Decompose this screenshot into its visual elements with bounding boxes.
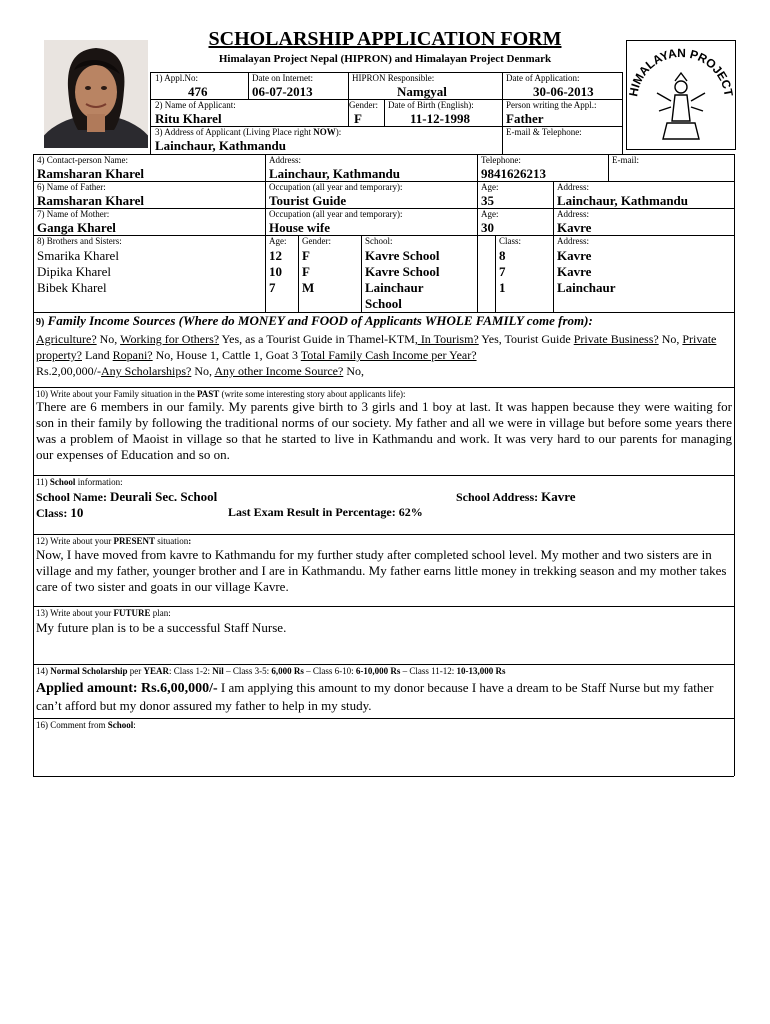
mother-name: Ganga Kharel — [37, 220, 116, 235]
address-label: 3) Address of Applicant (Living Place right NOW): — [155, 127, 342, 137]
income-section: 9) Family Income Sources (Where do MONEY and FOOD of Applicants WHOLE FAMILY come from): Agriculture? No, Working for Others? Yes, as a Tourist Guide in Thamel-KTM, In Tourism? Yes, Tourist Guide Private Business? No, Private property? Land Ropani? No, House 1, Cattle 1, Goat 3 Total Family Cash Income per Year? Rs.2,00,000/-Any Scholarships? No, Any other Income Source? No, — [36, 313, 717, 378]
date-app-value: 30-06-2013 — [533, 84, 594, 99]
sibling-address: Kavre — [557, 264, 592, 279]
sibling-age: 10 — [269, 264, 282, 279]
father-address-label: Address: — [557, 182, 589, 192]
sibling-name: Smarika Kharel — [37, 248, 119, 263]
sibling-school: Kavre School — [365, 264, 440, 279]
applicant-name-label: 2) Name of Applicant: — [155, 100, 236, 110]
contact-address: Lainchaur, Kathmandu — [269, 166, 401, 181]
sibling-address: Kavre — [557, 248, 592, 263]
siblings-gender-label: Gender: — [302, 236, 331, 246]
present-text: Now, I have moved from kavre to Kathmandu for my further study after completed school level. My mother and two sisters are in village and my father, younger brother and I are in Kathmandu. My father earns little money in trekking season and my mother takes care of two sister and goats in our village Kavre. — [36, 547, 727, 594]
gender-value: F — [354, 111, 362, 126]
contact-name: Ramsharan Kharel — [37, 166, 145, 181]
email-tel-label: E-mail & Telephone: — [506, 127, 582, 137]
date-internet-value: 06-07-2013 — [252, 84, 313, 99]
form-title: SCHOLARSHIP APPLICATION FORM — [208, 28, 562, 50]
applicant-name-value: Ritu Kharel — [155, 111, 222, 126]
sibling-gender: M — [302, 280, 315, 295]
gender-label: Gender: — [349, 100, 378, 110]
dob-value: 11-12-1998 — [410, 111, 470, 126]
sibling-age: 7 — [269, 280, 276, 295]
mother-age: 30 — [481, 220, 494, 235]
school-name: School Name: Deurali Sec. School — [36, 489, 218, 504]
siblings-label: 8) Brothers and Sisters: — [37, 236, 122, 246]
school-class: Class: 10 — [36, 505, 84, 520]
contact-email-label: E-mail: — [612, 155, 639, 165]
mother-occ: House wife — [269, 220, 331, 235]
contact-tel-label: Telephone: — [481, 155, 521, 165]
father-occ-label: Occupation (all year and temporary): — [269, 182, 403, 192]
sibling-class: 1 — [499, 280, 506, 295]
father-age-label: Age: — [481, 182, 499, 192]
form-subtitle: Himalayan Project Nepal (HIPRON) and Himalayan Project Denmark — [218, 53, 552, 65]
past-label: 10) Write about your Family situation in the PAST (write some interesting story about applicants life): — [36, 389, 406, 399]
date-internet-label: Date on Internet: — [252, 73, 313, 83]
father-occ: Tourist Guide — [269, 193, 347, 208]
appl-no-label: 1) Appl.No: — [155, 73, 199, 83]
date-app-label: Date of Application: — [506, 73, 580, 83]
svg-text:HIMALAYAN PROJECT: HIMALAYAN PROJECT — [627, 45, 735, 98]
hipron-label: HIPRON Responsible: — [352, 73, 435, 83]
hipron-value: Namgyal — [397, 84, 447, 99]
address-value: Lainchaur, Kathmandu — [155, 138, 287, 153]
scholarship-rates: 14) Normal Scholarship per YEAR: Class 1-2: Nil – Class 3-5: 6,000 Rs – Class 6-10: 6-10,000 Rs – Class 11-12: 10-13,000 Rs — [36, 666, 506, 676]
applied-amount: Applied amount: Rs.6,00,000/- I am applying this amount to my donor because I have a dream to be Staff Nurse but my father can’t afford but my donor assured my father to help in my study. — [36, 680, 714, 713]
mother-label: 7) Name of Mother: — [37, 209, 110, 219]
siblings-age-label: Age: — [269, 236, 287, 246]
mother-address: Kavre — [557, 220, 592, 235]
sibling-gender: F — [302, 264, 310, 279]
himalayan-project-logo — [626, 40, 736, 150]
sibling-class: 7 — [499, 264, 506, 279]
father-label: 6) Name of Father: — [37, 182, 106, 192]
school-info-label: 11) School information: — [36, 477, 123, 487]
sibling-school: Kavre School — [365, 248, 440, 263]
father-name: Ramsharan Kharel — [37, 193, 145, 208]
contact-address-label: Address: — [269, 155, 301, 165]
sibling-address: Lainchaur — [557, 280, 616, 295]
sibling-age: 12 — [269, 248, 282, 263]
writer-value: Father — [506, 111, 544, 126]
appl-no-value: 476 — [188, 84, 208, 99]
present-label: 12) Write about your PRESENT situation: — [36, 536, 192, 546]
father-address: Lainchaur, Kathmandu — [557, 193, 689, 208]
siblings-school-label: School: — [365, 236, 393, 246]
contact-label: 4) Contact-person Name: — [37, 155, 128, 165]
sibling-gender: F — [302, 248, 310, 263]
siblings-class-label: Class: — [499, 236, 522, 246]
writer-label: Person writing the Appl.: — [506, 100, 597, 110]
sibling-school: Lainchaur — [365, 280, 424, 295]
future-label: 13) Write about your FUTURE plan: — [36, 608, 171, 618]
sibling-name: Dipika Kharel — [37, 264, 112, 279]
mother-age-label: Age: — [481, 209, 499, 219]
school-result: Last Exam Result in Percentage: 62% — [228, 505, 423, 519]
father-age: 35 — [481, 193, 494, 208]
contact-tel: 9841626213 — [481, 166, 546, 181]
past-text: There are 6 members in our family. My parents give birth to 3 girls and 1 boy at last. It was happen because they were waiting for son in their family by following the traditional norms of our society. My father and all we were in village but before some years there was a problem of Maoist in village so that he started to live in Kathmandu and work. It was very hard to our parents for managing our expenses of Education and so on. — [36, 399, 732, 462]
mother-address-label: Address: — [557, 209, 589, 219]
future-text: My future plan is to be a successful Staff Nurse. — [36, 620, 287, 635]
school-address: School Address: Kavre — [456, 489, 576, 504]
sibling-class: 8 — [499, 248, 506, 263]
mother-occ-label: Occupation (all year and temporary): — [269, 209, 403, 219]
dob-label: Date of Birth (English): — [388, 100, 474, 110]
applicant-photo — [44, 40, 148, 148]
comment-label: 16) Comment from School: — [36, 720, 136, 730]
sibling-school-line2: School — [365, 296, 402, 311]
sibling-name: Bibek Kharel — [37, 280, 107, 295]
comment-field[interactable] — [34, 732, 733, 775]
siblings-address-label: Address: — [557, 236, 589, 246]
income-heading: Family Income Sources (Where do MONEY and FOOD of Applicants WHOLE FAMILY come from): — [47, 313, 593, 328]
